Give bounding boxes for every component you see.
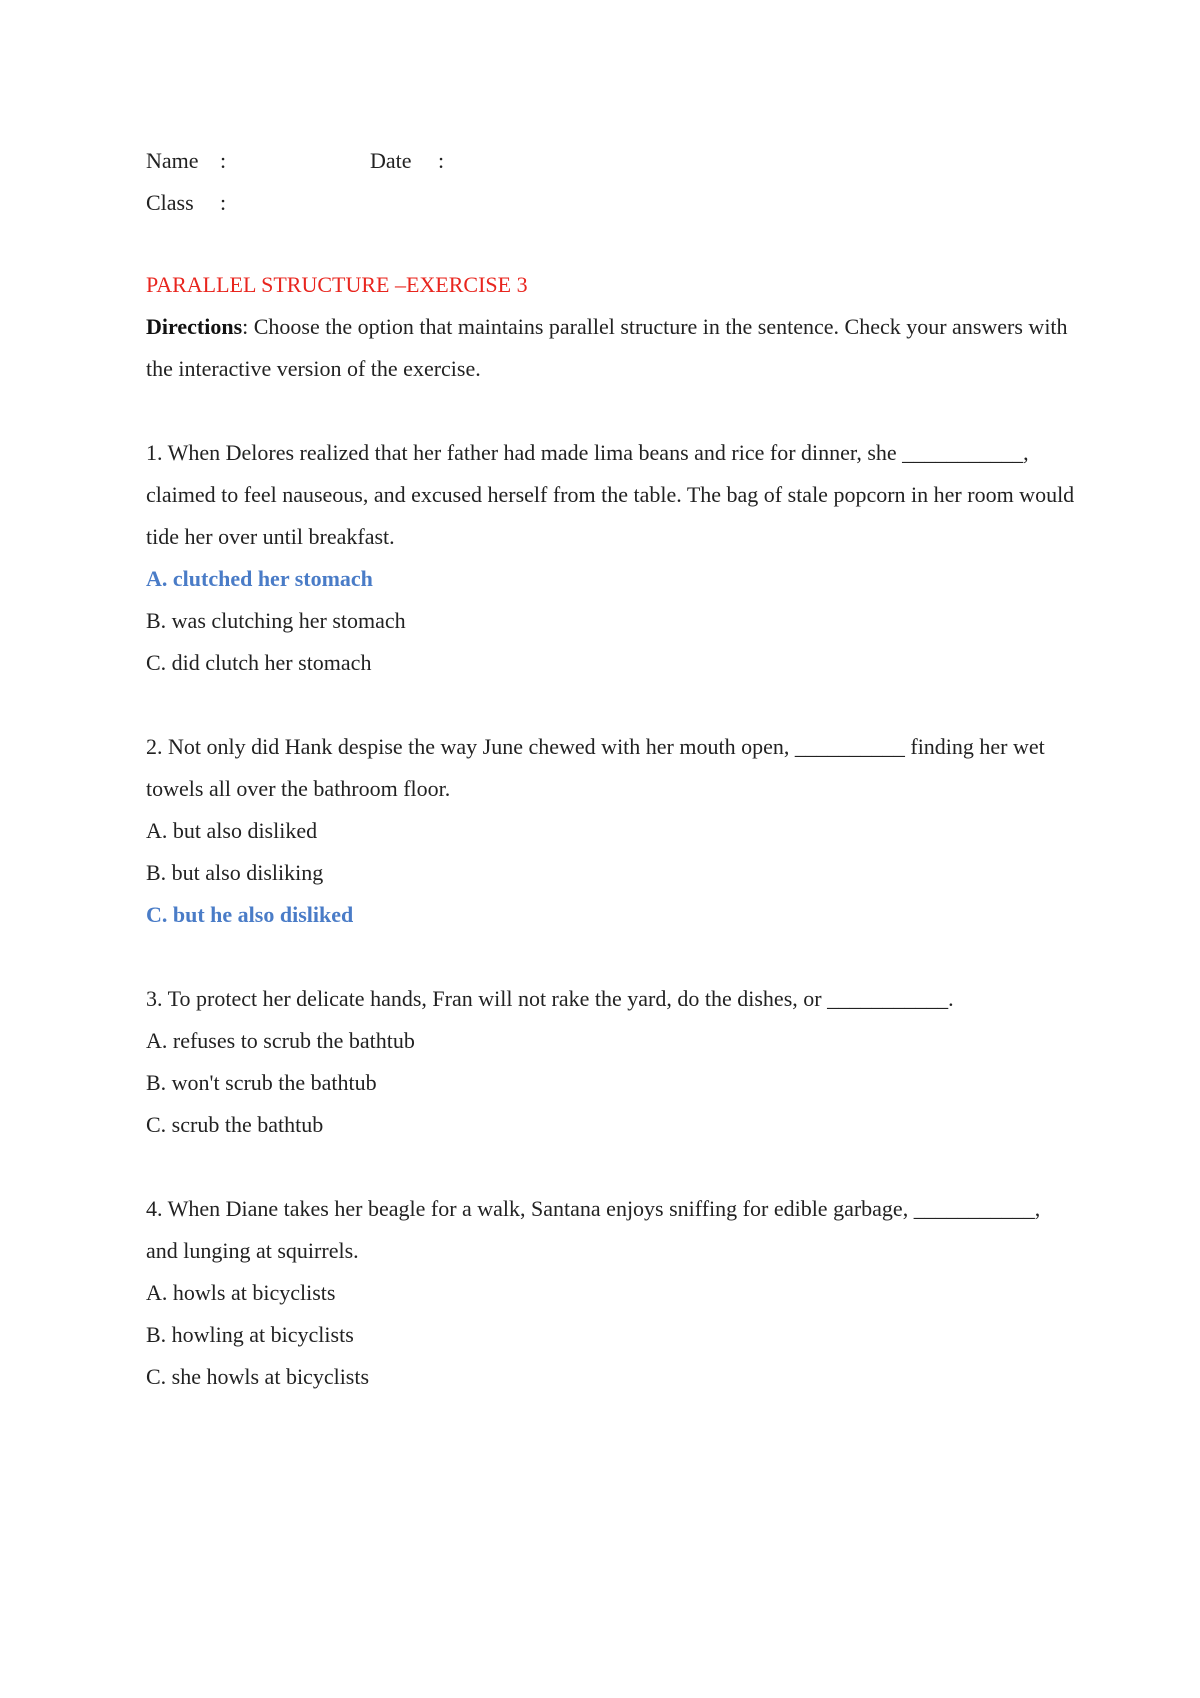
option-b[interactable]: B. howling at bicyclists [146,1322,354,1347]
question-text: 2. Not only did Hank despise the way June chewed with her mouth open, __________ finding her wet towels all over the bathroom floor. [146,734,1045,801]
option-c[interactable]: C. she howls at bicyclists [146,1364,370,1389]
option-b[interactable]: B. won't scrub the bathtub [146,1070,377,1095]
option-c[interactable]: C. did clutch her stomach [146,650,372,675]
date-label: Date [370,148,412,173]
question-3 [146,978,1076,1146]
question-2 [146,726,1076,936]
option-c[interactable]: C. but he also disliked [146,902,354,927]
question-text: 3. To protect her delicate hands, Fran will not rake the yard, do the dishes, or ___________. [146,986,954,1011]
option-a[interactable]: A. howls at bicyclists [146,1280,336,1305]
exercise-title: PARALLEL STRUCTURE –EXERCISE 3 [146,272,528,297]
question-1 [146,432,1076,684]
option-a[interactable]: A. clutched her stomach [146,566,373,591]
worksheet-page [146,140,1076,1398]
question-text: 4. When Diane takes her beagle for a walk, Santana enjoys sniffing for edible garbage, ___________, and lunging at squirrels. [146,1196,1041,1263]
question-4 [146,1188,1076,1398]
option-a[interactable]: A. refuses to scrub the bathtub [146,1028,415,1053]
class-row [146,182,1076,224]
name-date-row [146,140,1076,182]
option-c[interactable]: C. scrub the bathtub [146,1112,324,1137]
name-colon: : [220,148,227,173]
option-b[interactable]: B. but also disliking [146,860,324,885]
name-label: Name [146,148,199,173]
class-label: Class [146,190,194,215]
question-text: 1. When Delores realized that her father had made lima beans and rice for dinner, she ___________, claimed to feel nauseous, and excused herself from the table. The bag of stale popcorn in her room would tide her over until breakfast. [146,440,1075,549]
date-colon: : [438,148,445,173]
directions-text: : Choose the option that maintains parallel structure in the sentence. Check your answers with the interactive version of the exercise. [146,314,1068,381]
directions [146,306,1076,390]
option-a[interactable]: A. but also disliked [146,818,318,843]
option-b[interactable]: B. was clutching her stomach [146,608,406,633]
class-colon: : [220,190,227,215]
directions-label: Directions [146,314,243,339]
